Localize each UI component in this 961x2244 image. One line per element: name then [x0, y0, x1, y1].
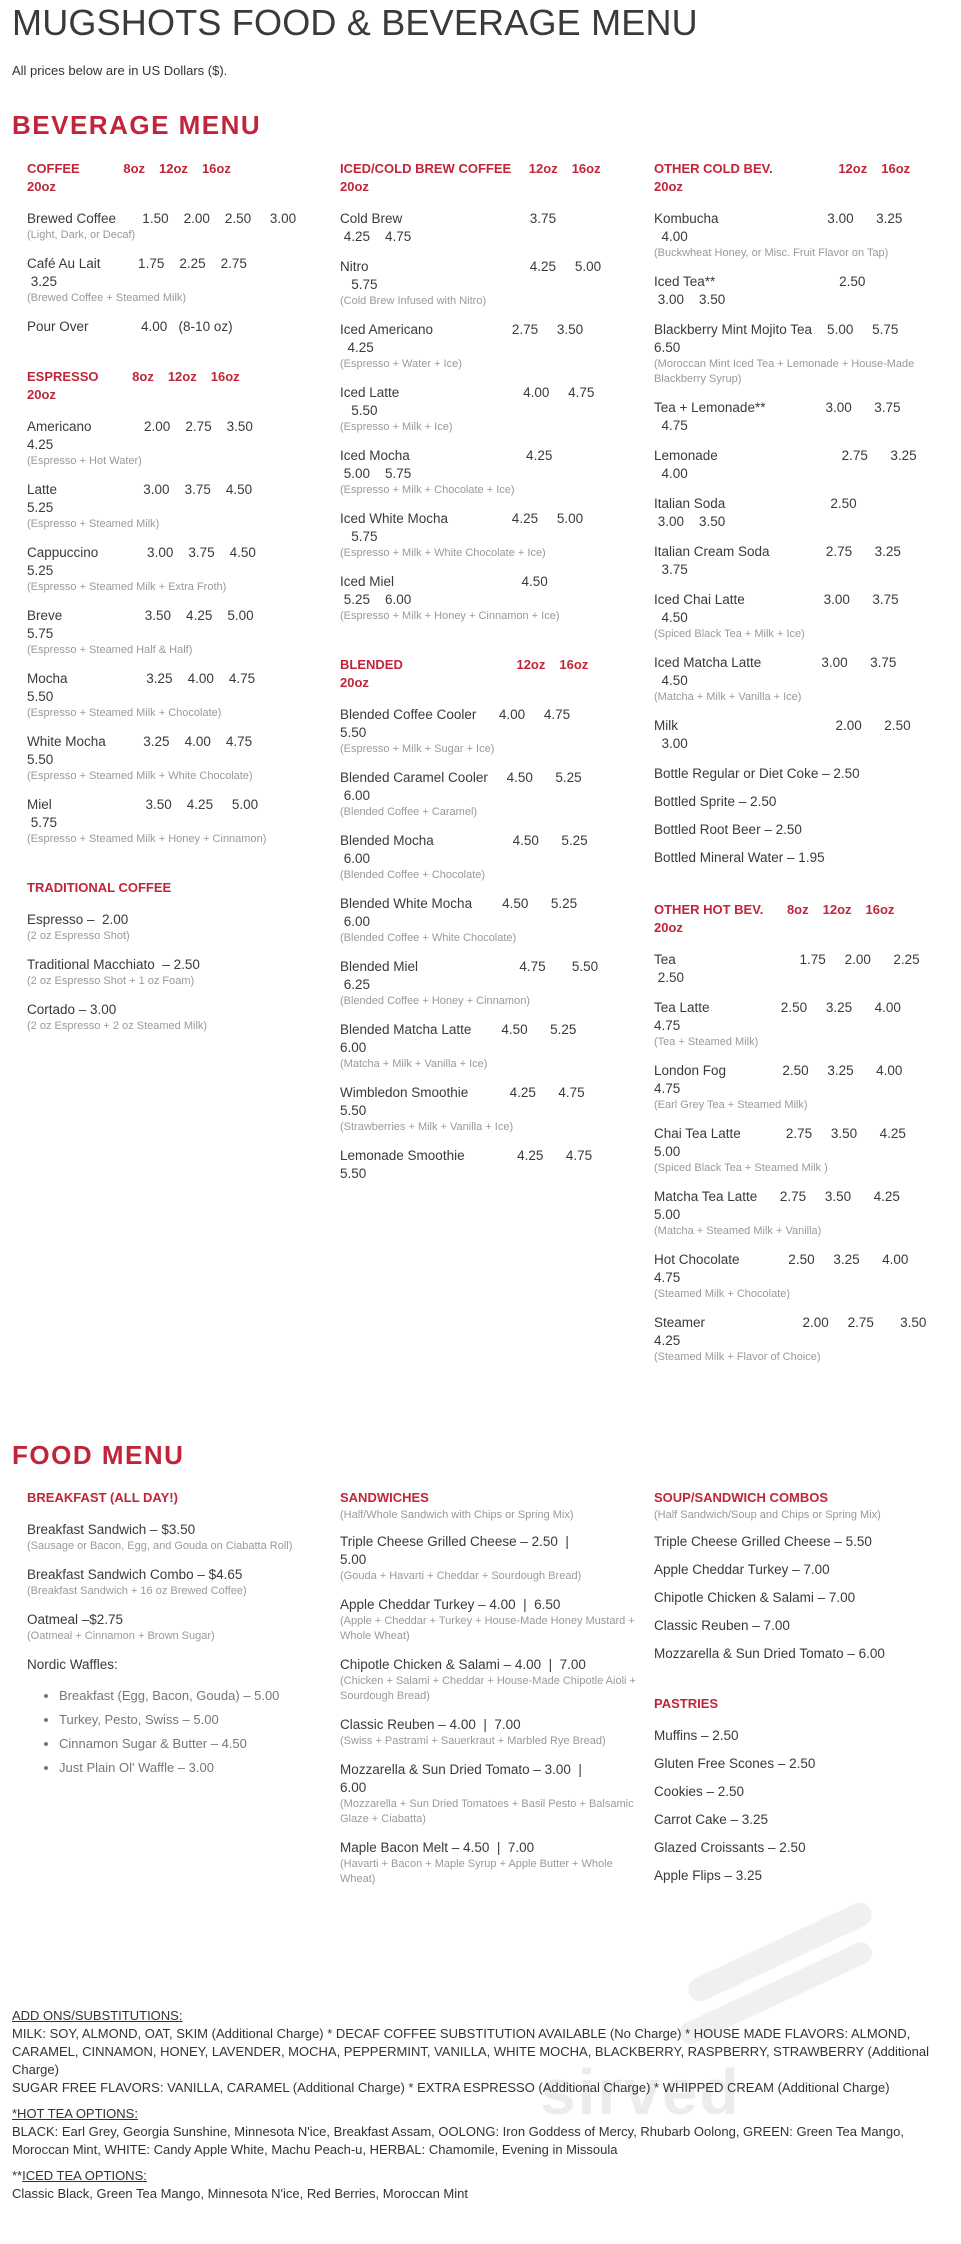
- size-label: 8oz: [132, 369, 154, 384]
- item-description: (Moroccan Mint Iced Tea + Lemonade + House-Made Blackberry Syrup): [654, 358, 915, 385]
- iced-tea-marker: **: [12, 2168, 23, 2183]
- menu-item: [340, 573, 640, 624]
- breakfast-category: [27, 1489, 327, 1507]
- item-price-extra: 5.00 5.75: [340, 466, 412, 481]
- menu-item: [340, 1147, 640, 1183]
- category-title: OTHER COLD BEV.: [654, 161, 773, 176]
- blended-category: [340, 656, 640, 692]
- item-description: (Steamed Milk + Flavor of Choice): [654, 1351, 821, 1363]
- menu-item: [654, 999, 954, 1050]
- item-name-price: Pour Over 4.00 (8-10 oz): [27, 319, 233, 334]
- item-name-price: Lemonade Smoothie 4.25 4.75: [340, 1148, 593, 1163]
- list-item: • Breakfast (Egg, Bacon, Gouda) – 5.00: [59, 1684, 327, 1708]
- item-price-extra: 3.00 3.50: [654, 514, 726, 529]
- espresso-category: [27, 368, 327, 404]
- size-label: 16oz: [210, 369, 240, 384]
- item-description: (Brewed Coffee + Steamed Milk): [27, 292, 187, 304]
- menu-item: [654, 1314, 954, 1365]
- beverage-menu-heading: BEVERAGE MENU: [12, 110, 262, 140]
- menu-item: [27, 607, 327, 658]
- waffles-title: Nordic Waffles:: [27, 1657, 118, 1672]
- menu-item: [654, 951, 954, 987]
- item-name-price: Espresso – 2.00: [27, 912, 129, 927]
- list-item: Glazed Croissants – 2.50: [654, 1840, 806, 1855]
- item-name-price: Blended Mocha 4.50 5.25: [340, 833, 588, 848]
- menu-item: [340, 447, 640, 498]
- item-name-price: Brewed Coffee 1.50 2.00 2.50 3.00: [27, 211, 297, 226]
- menu-item: [654, 273, 954, 309]
- item-price-extra: 5.75: [27, 815, 58, 830]
- item-price-extra: 5.50: [340, 1166, 367, 1181]
- item-description: (Sausage or Bacon, Egg, and Gouda on Ciabatta Roll): [27, 1540, 293, 1552]
- item-price-extra: 5.50: [27, 689, 54, 704]
- item-name-price: Tea + Lemonade** 3.00 3.75: [654, 400, 901, 415]
- coffee-category: [27, 160, 327, 196]
- item-description: (Swiss + Pastrami + Sauerkraut + Marbled Rye Bread): [340, 1735, 606, 1747]
- item-description: (Espresso + Steamed Milk + Honey + Cinnamon): [27, 833, 267, 845]
- item-name-price: Iced Chai Latte 3.00 3.75: [654, 592, 899, 607]
- item-name-price: Apple Cheddar Turkey – 4.00 | 6.50: [340, 1597, 561, 1612]
- item-name-price: Wimbledon Smoothie 4.25 4.75: [340, 1085, 585, 1100]
- item-description: (Espresso + Steamed Milk + Extra Froth): [27, 581, 227, 593]
- menu-item: [654, 210, 954, 261]
- item-description: (Matcha + Milk + Vanilla + Ice): [340, 1058, 488, 1070]
- item-price-extra: 5.00: [340, 1552, 367, 1567]
- item-price-extra: 4.25 4.75: [340, 229, 412, 244]
- item-description: (Espresso + Milk + White Chocolate + Ice): [340, 547, 546, 559]
- menu-item: [27, 544, 327, 595]
- menu-item: [340, 1533, 640, 1584]
- item-description: (Gouda + Havarti + Cheddar + Sourdough Bread): [340, 1570, 582, 1582]
- item-description: (Light, Dark, or Decaf): [27, 229, 136, 241]
- item-price-extra: 4.00: [654, 229, 688, 244]
- item-price-extra: 4.75: [654, 418, 688, 433]
- menu-item: [340, 1084, 640, 1135]
- item-description: (Espresso + Steamed Milk + Chocolate): [27, 707, 222, 719]
- iced-tea-options: Classic Black, Green Tea Mango, Minnesota N'ice, Red Berries, Moroccan Mint: [12, 2186, 468, 2201]
- item-price-extra: 4.50: [654, 610, 688, 625]
- item-description: (Earl Grey Tea + Steamed Milk): [654, 1099, 808, 1111]
- menu-item: [654, 1251, 954, 1302]
- item-name-price: Breakfast Sandwich – $3.50: [27, 1522, 196, 1537]
- item-description: (Apple + Cheddar + Turkey + House-Made Honey Mustard + Whole Wheat): [340, 1615, 635, 1642]
- item-name-price: Blended Coffee Cooler 4.00 4.75: [340, 707, 571, 722]
- item-name-price: Blended White Mocha 4.50 5.25: [340, 896, 578, 911]
- menu-item: [654, 399, 954, 435]
- item-description: (2 oz Espresso Shot): [27, 930, 130, 942]
- combos-subtitle: (Half Sandwich/Soup and Chips or Spring Mix): [654, 1509, 881, 1521]
- item-name-price: Chipotle Chicken & Salami – 4.00 | 7.00: [340, 1657, 586, 1672]
- menu-item: [654, 543, 954, 579]
- menu-item: [27, 911, 327, 944]
- item-price-extra: 5.50: [340, 725, 367, 740]
- beverage-column-1: [27, 160, 327, 1046]
- menu-item: [340, 958, 640, 1009]
- item-name-price: Breakfast Sandwich Combo – $4.65: [27, 1567, 243, 1582]
- item-name-price: Tea Latte 2.50 3.25 4.00: [654, 1000, 901, 1015]
- category-title: TRADITIONAL COFFEE: [27, 880, 172, 895]
- menu-item: [340, 510, 640, 561]
- item-name-price: Milk 2.00 2.50: [654, 718, 911, 733]
- item-name-price: Cold Brew 3.75: [340, 211, 557, 226]
- item-price-extra: 5.25: [27, 563, 54, 578]
- menu-item: [340, 1656, 640, 1704]
- item-description: (Matcha + Milk + Vanilla + Ice): [654, 691, 802, 703]
- list-item: Muffins – 2.50: [654, 1728, 739, 1743]
- other-cold-category: [654, 160, 954, 196]
- menu-item: [27, 418, 327, 469]
- item-price-extra: 3.75: [654, 562, 688, 577]
- menu-item: [654, 1062, 954, 1113]
- menu-item: [27, 255, 327, 306]
- item-description: (2 oz Espresso + 2 oz Steamed Milk): [27, 1020, 208, 1032]
- menu-item: [340, 384, 640, 435]
- item-price-extra: 6.00: [340, 914, 371, 929]
- list-item: Mozzarella & Sun Dried Tomato – 6.00: [654, 1646, 885, 1661]
- item-description: (2 oz Espresso Shot + 1 oz Foam): [27, 975, 195, 987]
- item-name-price: London Fog 2.50 3.25 4.00: [654, 1063, 903, 1078]
- item-description: (Mozzarella + Sun Dried Tomatoes + Basil Pesto + Balsamic Glaze + Ciabatta): [340, 1798, 634, 1825]
- iced-tea-heading-row: [12, 2167, 947, 2185]
- item-name-price: Italian Soda 2.50: [654, 496, 857, 511]
- item-name-price: Traditional Macchiato – 2.50: [27, 957, 200, 972]
- item-name-price: Triple Cheese Grilled Cheese – 2.50 |: [340, 1534, 569, 1549]
- menu-item: [654, 1188, 954, 1239]
- item-name-price: Café Au Lait 1.75 2.25 2.75: [27, 256, 247, 271]
- size-label: 16oz: [571, 161, 601, 176]
- item-price-extra: 5.75: [340, 277, 378, 292]
- list-item: Triple Cheese Grilled Cheese – 5.50: [654, 1534, 872, 1549]
- size-label: 16oz: [881, 161, 911, 176]
- menu-item: [340, 706, 640, 757]
- item-description: (Blended Coffee + White Chocolate): [340, 932, 517, 944]
- currency-note: All prices below are in US Dollars ($).: [12, 63, 228, 78]
- item-name-price: Cortado – 3.00: [27, 1002, 117, 1017]
- size-label: 12oz: [516, 657, 546, 672]
- menu-item: [340, 1761, 640, 1827]
- size-label: 12oz: [528, 161, 558, 176]
- item-name-price: Latte 3.00 3.75 4.50: [27, 482, 253, 497]
- menu-item: [340, 1716, 640, 1749]
- item-name-price: Iced White Mocha 4.25 5.00: [340, 511, 584, 526]
- size-label: 12oz: [167, 369, 197, 384]
- item-description: (Spiced Black Tea + Steamed Milk ): [654, 1162, 828, 1174]
- item-price-extra: 6.00: [340, 851, 371, 866]
- item-name-price: Hot Chocolate 2.50 3.25 4.00: [654, 1252, 909, 1267]
- item-name-price: Italian Cream Soda 2.75 3.25: [654, 544, 901, 559]
- other-hot-category: [654, 901, 954, 937]
- hot-tea-options: BLACK: Earl Grey, Georgia Sunshine, Minnesota N'ice, Breakfast Assam, OOLONG: Iron Goddess of Mercy, Rhubarb Oolong, GREEN: Green Tea Mango, Moroccan Mint, WHITE: Candy Apple White, Machu Peach-u, HERBAL: Chamomile, Evening in Missoula: [12, 2124, 904, 2157]
- item-description: (Steamed Milk + Chocolate): [654, 1288, 791, 1300]
- category-title: ESPRESSO: [27, 369, 99, 384]
- item-price-extra: 5.00: [654, 1207, 681, 1222]
- item-description: (Buckwheat Honey, or Misc. Fruit Flavor on Tap): [654, 247, 889, 259]
- item-name-price: Kombucha 3.00 3.25: [654, 211, 903, 226]
- item-price-extra: 6.00: [340, 1780, 367, 1795]
- menu-item: [27, 733, 327, 784]
- size-label: 8oz: [123, 161, 146, 176]
- item-price-extra: 4.25: [654, 1333, 681, 1348]
- list-item: Carrot Cake – 3.25: [654, 1812, 769, 1827]
- iced-tea-heading: ICED TEA OPTIONS:: [22, 2168, 147, 2183]
- page-title: MUGSHOTS FOOD & BEVERAGE MENU: [12, 2, 698, 43]
- size-label: 12oz: [838, 161, 868, 176]
- addons-milk-flavors: MILK: SOY, ALMOND, OAT, SKIM (Additional Charge) * DECAF COFFEE SUBSTITUTION AVAILABLE (No Charge) * HOUSE MADE FLAVORS: ALMOND, CARAMEL, CINNAMON, HONEY, LAVENDER, MOCHA, PEPPERMINT, VANILLA, WHITE MOCHA, BLACKBERRY, RASPBERRY, STRAWBERRY (Additional Charge): [12, 2026, 929, 2077]
- item-description: (Espresso + Steamed Milk + White Chocolate): [27, 770, 253, 782]
- menu-item: [654, 591, 954, 642]
- item-name-price: Iced Mocha 4.25: [340, 448, 553, 463]
- item-price-extra: 2.50: [654, 970, 685, 985]
- size-label: 20oz: [340, 179, 369, 194]
- watermark-logo: sirved: [540, 2056, 741, 2128]
- iced-cold-brew-category: [340, 160, 640, 196]
- list-item: Cookies – 2.50: [654, 1784, 745, 1799]
- menu-item: [654, 447, 954, 483]
- list-item: Bottle Regular or Diet Coke – 2.50: [654, 766, 860, 781]
- menu-item: [27, 1521, 327, 1554]
- waffles-list: [27, 1684, 327, 1780]
- item-description: (Spiced Black Tea + Milk + Ice): [654, 628, 805, 640]
- item-name-price: Iced Latte 4.00 4.75: [340, 385, 595, 400]
- menu-item: [27, 1611, 327, 1644]
- item-price-extra: 5.50: [340, 403, 378, 418]
- item-description: (Chicken + Salami + Cheddar + House-Made Chipotle Aioli + Sourdough Bread): [340, 1675, 636, 1702]
- menu-item: [340, 895, 640, 946]
- item-description: (Espresso + Milk + Chocolate + Ice): [340, 484, 515, 496]
- size-label: 12oz: [822, 902, 852, 917]
- menu-item: [27, 318, 327, 336]
- item-price-extra: 5.75: [340, 529, 378, 544]
- menu-item: [27, 1566, 327, 1599]
- item-description: (Tea + Steamed Milk): [654, 1036, 759, 1048]
- item-price-extra: 6.00: [340, 788, 371, 803]
- menu-item: [27, 210, 327, 243]
- size-label: 16oz: [201, 161, 231, 176]
- category-title: SOUP/SANDWICH COMBOS: [654, 1490, 829, 1505]
- item-name-price: Classic Reuben – 4.00 | 7.00: [340, 1717, 521, 1732]
- item-name-price: Mozzarella & Sun Dried Tomato – 3.00 |: [340, 1762, 582, 1777]
- category-title: SANDWICHES: [340, 1490, 429, 1505]
- food-column-2: [340, 1489, 640, 1899]
- item-price-extra: 3.25: [27, 274, 58, 289]
- size-label: 20oz: [654, 920, 683, 935]
- item-price-extra: 5.25 6.00: [340, 592, 412, 607]
- menu-item: [654, 495, 954, 531]
- menu-item: [340, 210, 640, 246]
- menu-item: [340, 321, 640, 372]
- menu-item: [340, 258, 640, 309]
- item-price-extra: 4.75: [654, 1270, 681, 1285]
- item-description: (Blended Coffee + Honey + Cinnamon): [340, 995, 530, 1007]
- list-item: • Just Plain Ol' Waffle – 3.00: [59, 1756, 327, 1780]
- menu-item: [27, 1001, 327, 1034]
- item-price-extra: 5.00: [654, 1144, 681, 1159]
- combos-category: [654, 1489, 954, 1507]
- item-price-extra: 6.00: [340, 1040, 367, 1055]
- item-price-extra: 4.00: [654, 466, 688, 481]
- pastries-category: [654, 1695, 954, 1713]
- addons-section: [12, 2007, 947, 2203]
- menu-item: [654, 654, 954, 705]
- sandwiches-subtitle: (Half/Whole Sandwich with Chips or Spring Mix): [340, 1509, 574, 1521]
- size-label: 16oz: [559, 657, 589, 672]
- menu-item: [27, 796, 327, 847]
- item-name-price: Matcha Tea Latte 2.75 3.50 4.25: [654, 1189, 900, 1204]
- item-description: (Blended Coffee + Caramel): [340, 806, 478, 818]
- addons-heading: ADD ONS/SUBSTITUTIONS:: [12, 2008, 183, 2023]
- beverage-column-2: [340, 160, 640, 1195]
- list-item: Chipotle Chicken & Salami – 7.00: [654, 1590, 856, 1605]
- item-name-price: Tea 1.75 2.00 2.25: [654, 952, 920, 967]
- item-description: (Havarti + Bacon + Maple Syrup + Apple Butter + Whole Wheat): [340, 1858, 613, 1885]
- item-name-price: Blended Matcha Latte 4.50 5.25: [340, 1022, 577, 1037]
- menu-item: [340, 1021, 640, 1072]
- item-price-extra: 4.25: [27, 437, 54, 452]
- item-price-extra: 5.50: [340, 1103, 367, 1118]
- list-item: Gluten Free Scones – 2.50: [654, 1756, 816, 1771]
- item-price-extra: 3.00 3.50: [654, 292, 726, 307]
- list-item: • Turkey, Pesto, Swiss – 5.00: [59, 1708, 327, 1732]
- item-name-price: Chai Tea Latte 2.75 3.50 4.25: [654, 1126, 906, 1141]
- item-description: (Strawberries + Milk + Vanilla + Ice): [340, 1121, 514, 1133]
- food-column-1: [27, 1489, 327, 1780]
- list-item: Apple Cheddar Turkey – 7.00: [654, 1562, 830, 1577]
- size-label: 12oz: [159, 161, 188, 176]
- item-description: (Espresso + Milk + Ice): [340, 421, 453, 433]
- item-description: (Espresso + Steamed Half & Half): [27, 644, 193, 656]
- list-item: Bottled Mineral Water – 1.95: [654, 850, 825, 865]
- item-description: (Oatmeal + Cinnamon + Brown Sugar): [27, 1630, 215, 1642]
- item-name-price: Oatmeal –$2.75: [27, 1612, 124, 1627]
- item-name-price: Steamer 2.00 2.75 3.50: [654, 1315, 927, 1330]
- size-label: 20oz: [654, 179, 683, 194]
- item-description: (Espresso + Milk + Sugar + Ice): [340, 743, 495, 755]
- item-name-price: Cappuccino 3.00 3.75 4.50: [27, 545, 256, 560]
- item-price-extra: 4.25: [340, 340, 374, 355]
- food-column-3: [654, 1489, 954, 1895]
- item-name-price: Miel 3.50 4.25 5.00: [27, 797, 259, 812]
- category-title: BLENDED: [340, 657, 403, 672]
- item-name-price: Blackberry Mint Mojito Tea 5.00 5.75: [654, 322, 899, 337]
- list-item: Apple Flips – 3.25: [654, 1868, 763, 1883]
- item-description: (Espresso + Water + Ice): [340, 358, 462, 370]
- item-price-extra: 5.25: [27, 500, 54, 515]
- list-item: Bottled Root Beer – 2.50: [654, 822, 802, 837]
- item-name-price: Blended Miel 4.75 5.50: [340, 959, 599, 974]
- item-description: (Espresso + Hot Water): [27, 455, 142, 467]
- menu-item: [654, 1125, 954, 1176]
- menu-item: [340, 1839, 640, 1887]
- category-title: PASTRIES: [654, 1696, 719, 1711]
- item-name-price: Iced Miel 4.50: [340, 574, 548, 589]
- category-title: COFFEE: [27, 161, 80, 176]
- food-menu-heading: FOOD MENU: [12, 1440, 185, 1470]
- item-description: (Cold Brew Infused with Nitro): [340, 295, 487, 307]
- item-price-extra: 5.50: [27, 752, 54, 767]
- item-price-extra: 6.25: [340, 977, 371, 992]
- item-name-price: Mocha 3.25 4.00 4.75: [27, 671, 256, 686]
- menu-item: [340, 1596, 640, 1644]
- size-label: 20oz: [27, 179, 56, 194]
- item-description: (Espresso + Steamed Milk): [27, 518, 160, 530]
- menu-item: [654, 321, 954, 387]
- beverage-column-3: [654, 160, 954, 1377]
- menu-item: [654, 717, 954, 753]
- item-name-price: Blended Caramel Cooler 4.50 5.25: [340, 770, 582, 785]
- item-price-extra: 3.00: [654, 736, 688, 751]
- list-item: Classic Reuben – 7.00: [654, 1618, 790, 1633]
- size-label: 20oz: [340, 675, 369, 690]
- menu-item: [27, 956, 327, 989]
- sandwiches-category: [340, 1489, 640, 1507]
- item-price-extra: 4.75: [654, 1018, 681, 1033]
- item-price-extra: 4.75: [654, 1081, 681, 1096]
- hot-tea-heading: *HOT TEA OPTIONS:: [12, 2106, 138, 2121]
- item-name-price: Lemonade 2.75 3.25: [654, 448, 917, 463]
- item-price-extra: 4.50: [654, 673, 688, 688]
- list-item: Bottled Sprite – 2.50: [654, 794, 777, 809]
- list-item: • Cinnamon Sugar & Butter – 4.50: [59, 1732, 327, 1756]
- item-description: (Blended Coffee + Chocolate): [340, 869, 486, 881]
- traditional-coffee-category: [27, 879, 327, 897]
- size-label: 16oz: [865, 902, 895, 917]
- menu-item: [340, 769, 640, 820]
- addons-sugar-free: SUGAR FREE FLAVORS: VANILLA, CARAMEL (Additional Charge) * EXTRA ESPRESSO (Additional Charge) * WHIPPED CREAM (Additional Charge): [12, 2080, 890, 2095]
- item-price-extra: 5.75: [27, 626, 54, 641]
- category-title: BREAKFAST (ALL DAY!): [27, 1490, 178, 1505]
- menu-item: [27, 481, 327, 532]
- item-name-price: Breve 3.50 4.25 5.00: [27, 608, 254, 623]
- item-name-price: White Mocha 3.25 4.00 4.75: [27, 734, 253, 749]
- item-description: (Espresso + Milk + Honey + Cinnamon + Ice): [340, 610, 560, 622]
- item-name-price: Americano 2.00 2.75 3.50: [27, 419, 253, 434]
- size-label: 8oz: [786, 902, 809, 917]
- item-description: (Breakfast Sandwich + 16 oz Brewed Coffee): [27, 1585, 247, 1597]
- size-label: 20oz: [27, 387, 56, 402]
- category-title: ICED/COLD BREW COFFEE: [340, 161, 512, 176]
- item-price-extra: 6.50: [654, 340, 681, 355]
- item-name-price: Iced Americano 2.75 3.50: [340, 322, 584, 337]
- item-name-price: Maple Bacon Melt – 4.50 | 7.00: [340, 1840, 535, 1855]
- category-title: OTHER HOT BEV.: [654, 902, 764, 917]
- item-name-price: Iced Matcha Latte 3.00 3.75: [654, 655, 897, 670]
- item-name-price: Nitro 4.25 5.00: [340, 259, 602, 274]
- menu-item: [27, 670, 327, 721]
- menu-item: [340, 832, 640, 883]
- item-description: (Matcha + Steamed Milk + Vanilla): [654, 1225, 822, 1237]
- item-name-price: Iced Tea** 2.50: [654, 274, 866, 289]
